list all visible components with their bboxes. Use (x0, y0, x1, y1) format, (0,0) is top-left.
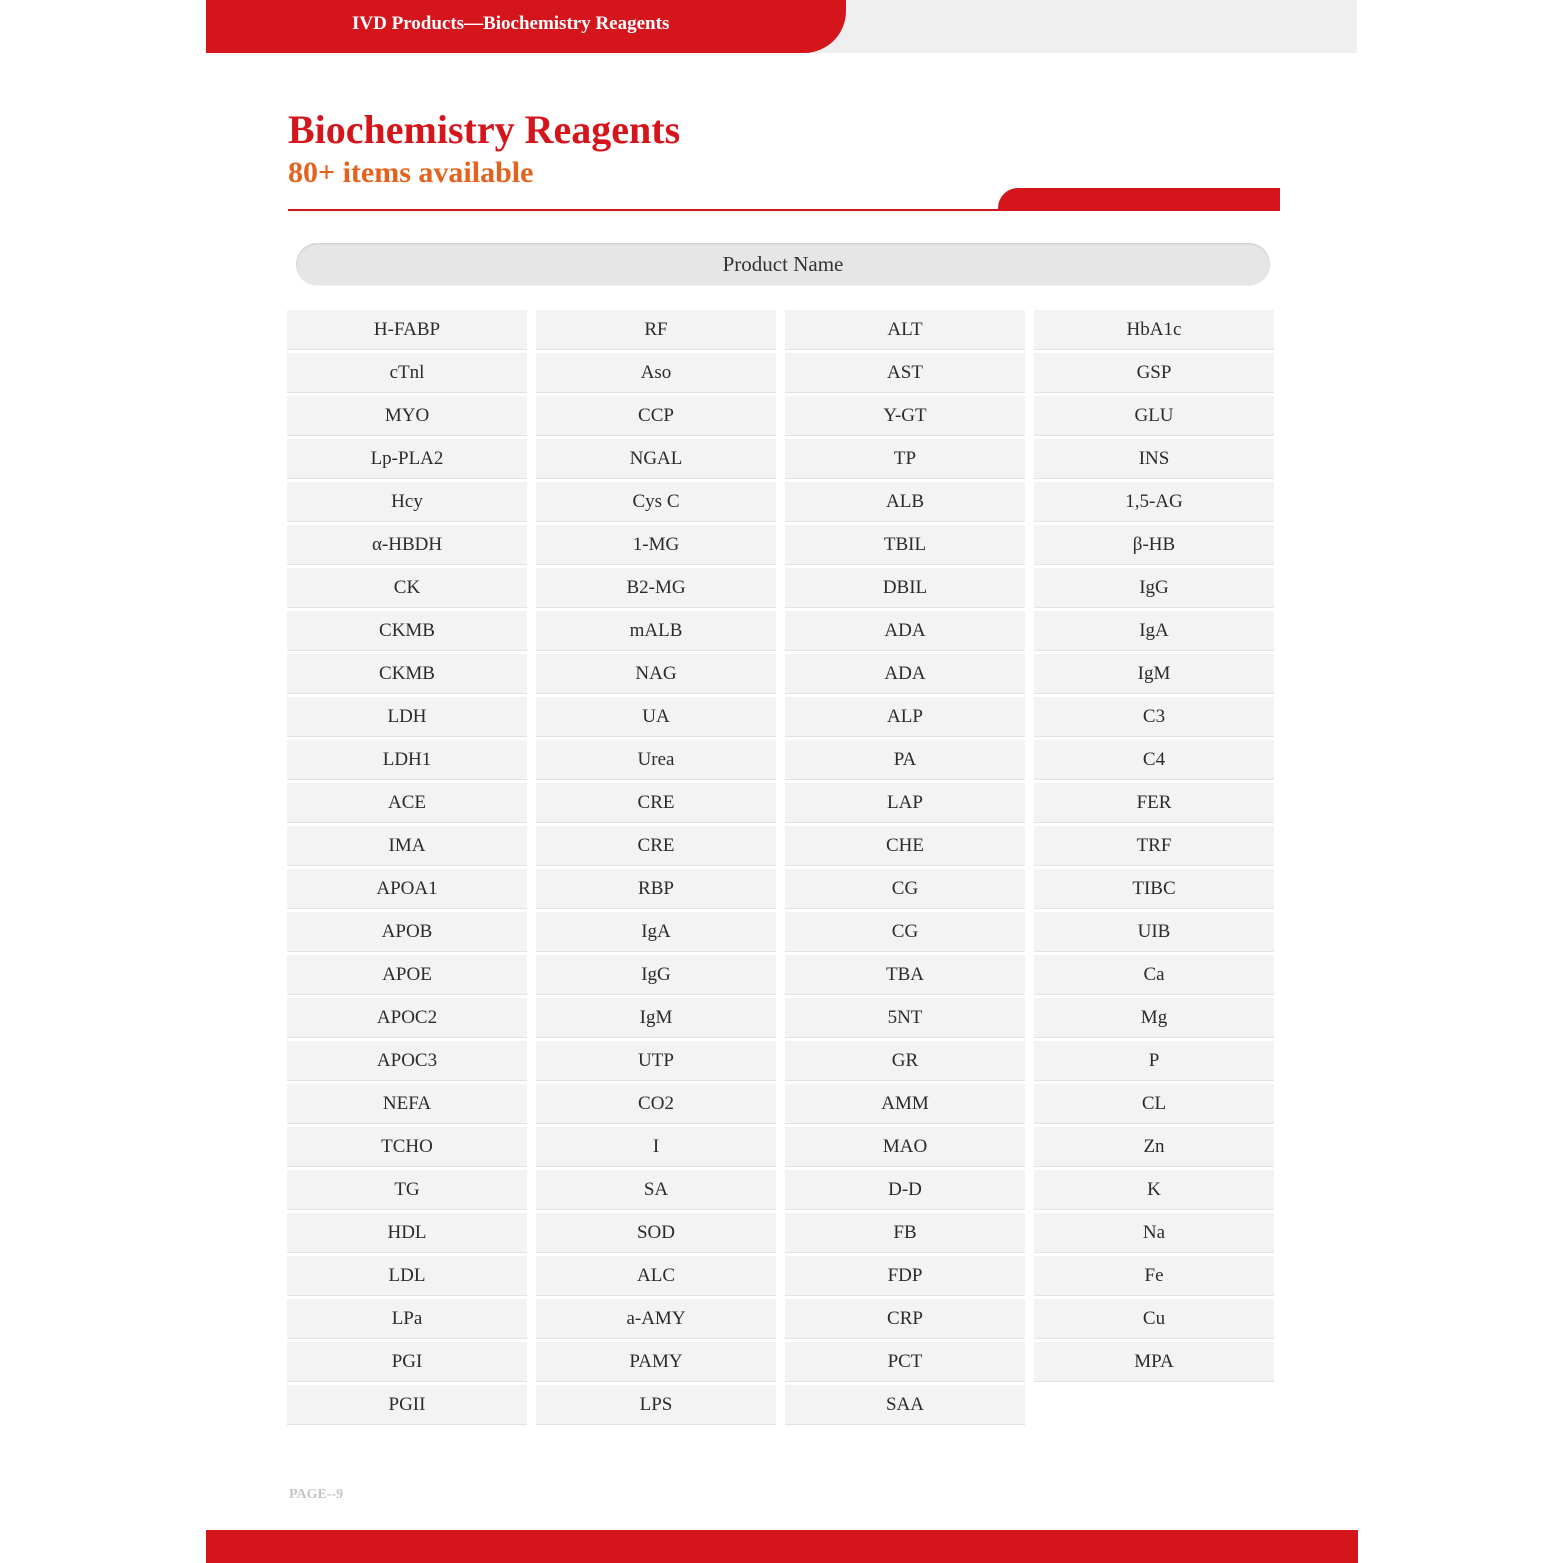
product-cell: AMM (785, 1084, 1025, 1124)
product-cell: I (536, 1127, 776, 1167)
product-cell: Zn (1034, 1127, 1274, 1167)
product-cell: P (1034, 1041, 1274, 1081)
product-cell: PAMY (536, 1342, 776, 1382)
product-cell: HDL (287, 1213, 527, 1253)
product-cell: TG (287, 1170, 527, 1210)
product-cell: FDP (785, 1256, 1025, 1296)
product-grid (287, 310, 1274, 1428)
product-cell: FER (1034, 783, 1274, 823)
product-cell: ALT (785, 310, 1025, 350)
title-divider-accent (998, 188, 1280, 211)
product-cell: AST (785, 353, 1025, 393)
product-cell: CKMB (287, 611, 527, 651)
product-cell: CO2 (536, 1084, 776, 1124)
product-cell: CG (785, 869, 1025, 909)
product-cell: C4 (1034, 740, 1274, 780)
product-cell: Lp-PLA2 (287, 439, 527, 479)
product-cell: ADA (785, 654, 1025, 694)
product-cell: Cys C (536, 482, 776, 522)
product-cell: Aso (536, 353, 776, 393)
product-cell: APOB (287, 912, 527, 952)
product-cell: ALC (536, 1256, 776, 1296)
product-cell: TCHO (287, 1127, 527, 1167)
product-cell: LDL (287, 1256, 527, 1296)
product-cell: TBA (785, 955, 1025, 995)
product-cell: IgM (1034, 654, 1274, 694)
product-cell: CKMB (287, 654, 527, 694)
product-cell: MYO (287, 396, 527, 436)
product-cell: UTP (536, 1041, 776, 1081)
product-cell: 1-MG (536, 525, 776, 565)
table-header: Product Name (296, 243, 1270, 285)
product-cell: ACE (287, 783, 527, 823)
product-cell: APOE (287, 955, 527, 995)
product-cell: Hcy (287, 482, 527, 522)
product-cell: UA (536, 697, 776, 737)
product-cell: Fe (1034, 1256, 1274, 1296)
product-cell: IgA (1034, 611, 1274, 651)
product-cell: β-HB (1034, 525, 1274, 565)
product-column (785, 310, 1025, 1428)
product-cell: TRF (1034, 826, 1274, 866)
product-cell: PGI (287, 1342, 527, 1382)
product-cell: INS (1034, 439, 1274, 479)
product-cell: APOC2 (287, 998, 527, 1038)
product-cell: CRE (536, 826, 776, 866)
product-cell: H-FABP (287, 310, 527, 350)
product-cell: a-AMY (536, 1299, 776, 1339)
product-cell: α-HBDH (287, 525, 527, 565)
product-cell: ADA (785, 611, 1025, 651)
product-cell: FB (785, 1213, 1025, 1253)
product-cell: CHE (785, 826, 1025, 866)
page-title: Biochemistry Reagents (288, 107, 681, 152)
product-cell: C3 (1034, 697, 1274, 737)
product-column (1034, 310, 1274, 1428)
product-column (287, 310, 527, 1428)
product-cell: GR (785, 1041, 1025, 1081)
product-cell: LAP (785, 783, 1025, 823)
product-cell: LPS (536, 1385, 776, 1425)
product-cell: Y-GT (785, 396, 1025, 436)
product-cell: IgG (536, 955, 776, 995)
product-cell: APOA1 (287, 869, 527, 909)
product-cell: mALB (536, 611, 776, 651)
bottom-bar (206, 1530, 1358, 1563)
product-cell: K (1034, 1170, 1274, 1210)
section-tab-label: IVD Products—Biochemistry Reagents (352, 13, 670, 34)
product-cell: CCP (536, 396, 776, 436)
product-cell: CK (287, 568, 527, 608)
product-cell: SA (536, 1170, 776, 1210)
product-cell: TBIL (785, 525, 1025, 565)
product-cell: PCT (785, 1342, 1025, 1382)
product-cell: LDH (287, 697, 527, 737)
product-cell: D-D (785, 1170, 1025, 1210)
product-cell: PA (785, 740, 1025, 780)
product-cell: APOC3 (287, 1041, 527, 1081)
product-cell: cTnl (287, 353, 527, 393)
product-cell: CRE (536, 783, 776, 823)
product-cell: DBIL (785, 568, 1025, 608)
product-cell: CRP (785, 1299, 1025, 1339)
page-number: PAGE--9 (289, 1487, 344, 1502)
product-cell: 5NT (785, 998, 1025, 1038)
product-cell: UIB (1034, 912, 1274, 952)
product-cell: ALB (785, 482, 1025, 522)
product-cell: LPa (287, 1299, 527, 1339)
product-cell: MPA (1034, 1342, 1274, 1382)
product-cell: Mg (1034, 998, 1274, 1038)
product-cell: B2-MG (536, 568, 776, 608)
product-cell: CG (785, 912, 1025, 952)
product-cell: Cu (1034, 1299, 1274, 1339)
product-cell: MAO (785, 1127, 1025, 1167)
product-cell: Na (1034, 1213, 1274, 1253)
product-cell: Ca (1034, 955, 1274, 995)
product-cell: GLU (1034, 396, 1274, 436)
product-cell: TP (785, 439, 1025, 479)
product-cell: PGII (287, 1385, 527, 1425)
product-cell: NGAL (536, 439, 776, 479)
product-column (536, 310, 776, 1428)
product-cell: NAG (536, 654, 776, 694)
product-cell: Urea (536, 740, 776, 780)
product-cell: CL (1034, 1084, 1274, 1124)
product-cell: IgA (536, 912, 776, 952)
product-cell: TIBC (1034, 869, 1274, 909)
product-cell: 1,5-AG (1034, 482, 1274, 522)
product-cell: NEFA (287, 1084, 527, 1124)
product-cell: RF (536, 310, 776, 350)
product-cell: IgG (1034, 568, 1274, 608)
product-cell: ALP (785, 697, 1025, 737)
product-cell: IgM (536, 998, 776, 1038)
product-cell: HbA1c (1034, 310, 1274, 350)
product-cell: GSP (1034, 353, 1274, 393)
product-cell: IMA (287, 826, 527, 866)
page-subtitle: 80+ items available (288, 156, 534, 189)
product-cell: RBP (536, 869, 776, 909)
product-cell: SOD (536, 1213, 776, 1253)
product-cell: LDH1 (287, 740, 527, 780)
product-cell: SAA (785, 1385, 1025, 1425)
